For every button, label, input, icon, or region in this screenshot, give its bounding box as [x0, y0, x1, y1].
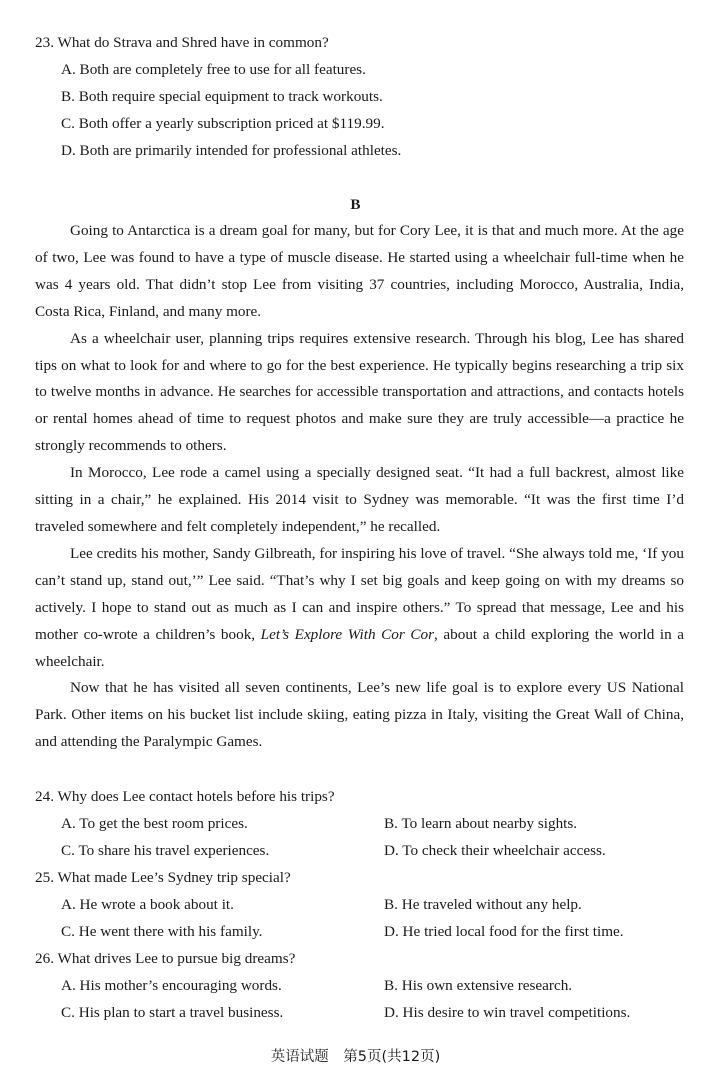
question-23: 23. What do Strava and Shred have in common?: [35, 34, 329, 51]
passage-paragraph-2: As a wheelchair user, planning trips requires extensive research. Through his blog, Lee has shared tips on what to look for and where to go for the best experience. He typically begins researching a trip six to twelve months in advance. He searches for accessible transportation and attractions, and contacts hotels or rental homes ahead of time to request photos and make sure they are truly accessible—a practice he strongly recommends to others.: [35, 329, 684, 455]
passage: [35, 218, 684, 756]
q24-option-c: C. To share his travel experiences.: [61, 842, 270, 859]
q26-option-a: A. His mother’s encouraging words.: [61, 977, 282, 994]
question-25: 25. What made Lee’s Sydney trip special?: [35, 869, 291, 886]
q25-option-c: C. He went there with his family.: [61, 923, 263, 940]
q26-option-c: C. His plan to start a travel business.: [61, 1004, 284, 1021]
paragraph-4-text: Lee credits his mother, Sandy Gilbreath, for inspiring his love of travel. “She always told me, ‘If you can’t stand up, stand out,’” Lee said. “That’s why I set big goals and keep going on with my dreams so actively. I hope to stand out as much as I can and inspire others.” To spread that message, Lee and his mother co-wrote a children’s book,: [35, 544, 684, 643]
passage-paragraph-1: Going to Antarctica is a dream goal for many, but for Cory Lee, it is that and much more. At the age of two, Lee was found to have a type of muscle disease. He started using a wheelchair full-time when he was 4 years old. That didn’t stop Lee from visiting 37 countries, including Morocco, Australia, India, Costa Rica, Finland, and many more.: [35, 222, 684, 320]
paragraph-4-tail: , about a child exploring the world in a wheelchair.: [35, 625, 684, 670]
question-26: 26. What drives Lee to pursue big dreams?: [35, 950, 296, 967]
question-24: 24. Why does Lee contact hotels before his trips?: [35, 788, 335, 805]
q25-option-d: D. He tried local food for the first time.: [384, 923, 624, 940]
q26-option-d: D. His desire to win travel competitions.: [384, 1004, 631, 1021]
q26-option-b: B. His own extensive research.: [384, 977, 573, 994]
q25-option-a: A. He wrote a book about it.: [61, 896, 234, 913]
q25-option-b: B. He traveled without any help.: [384, 896, 582, 913]
book-title: Let’s Explore With Cor Cor: [260, 625, 435, 643]
passage-paragraph-5: Now that he has visited all seven continents, Lee’s new life goal is to explore every US National Park. Other items on his bucket list include skiing, eating pizza in Italy, visiting the Great Wall of China, and attending the Paralympic Games.: [35, 679, 684, 751]
q23-option-c: C. Both offer a yearly subscription priced at $119.99.: [61, 115, 385, 132]
q24-option-a: A. To get the best room prices.: [61, 815, 248, 832]
q23-option-a: A. Both are completely free to use for all features.: [61, 61, 366, 78]
q24-option-b: B. To learn about nearby sights.: [384, 815, 578, 832]
page-footer: 英语试题 第5页(共12页): [270, 1049, 441, 1065]
q23-option-b: B. Both require special equipment to track workouts.: [61, 88, 383, 105]
passage-paragraph-4: [35, 541, 684, 676]
section-heading: B: [350, 196, 361, 213]
q24-option-d: D. To check their wheelchair access.: [384, 842, 606, 859]
passage-paragraph-3: In Morocco, Lee rode a camel using a specially designed seat. “It had a full backrest, almost like sitting in a chair,” he explained. His 2014 visit to Sydney was memorable. “It was the first time I’d traveled somewhere and felt completely independent,” he recalled.: [35, 464, 684, 535]
q23-option-d: D. Both are primarily intended for professional athletes.: [61, 142, 402, 159]
